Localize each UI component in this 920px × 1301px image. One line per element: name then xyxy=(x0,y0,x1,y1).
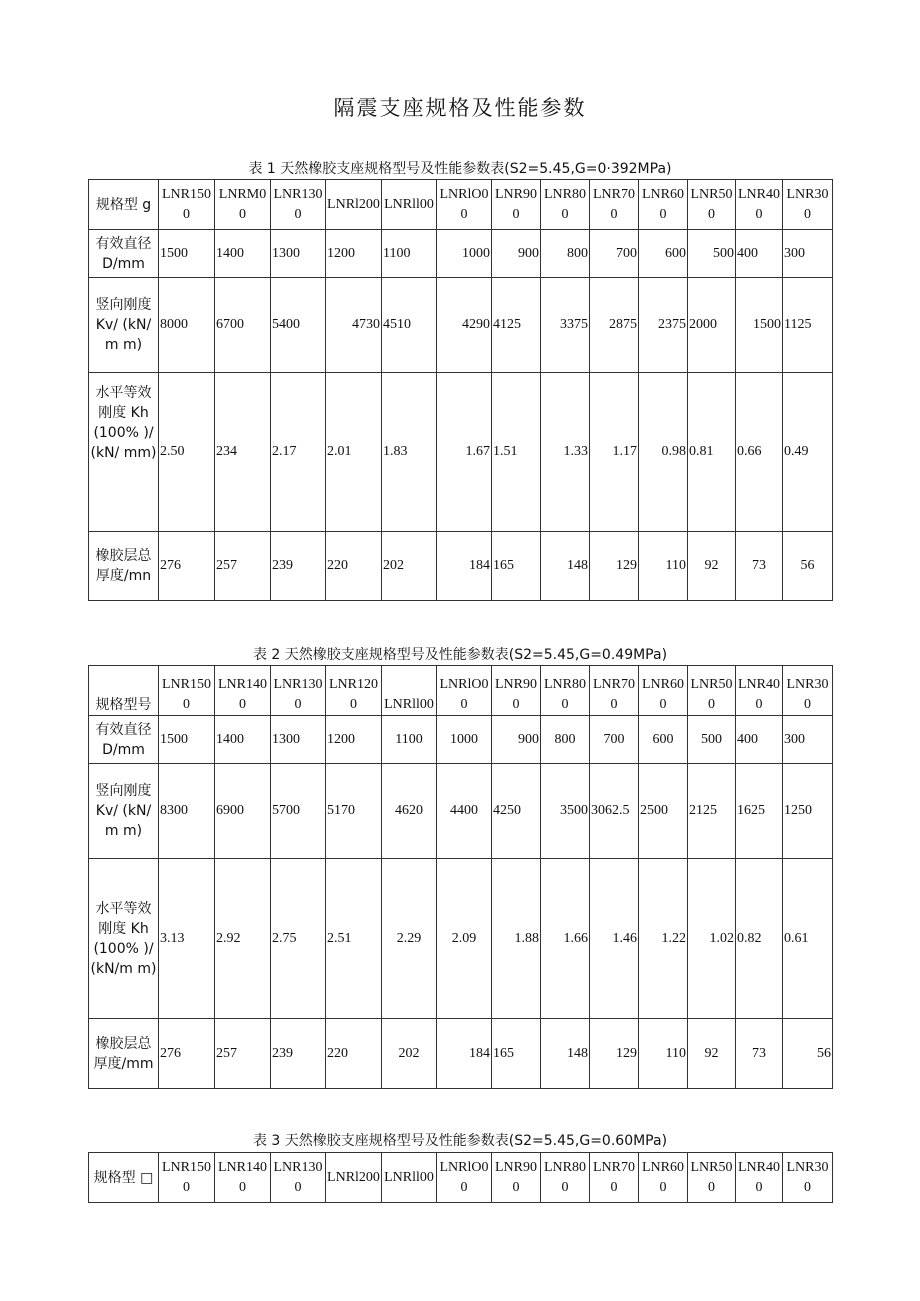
table-cell: 110 xyxy=(639,532,688,601)
table1-header-row xyxy=(89,180,833,230)
table-cell: 0.98 xyxy=(639,373,688,532)
table-cell: 56 xyxy=(783,1019,833,1089)
table3 xyxy=(88,1152,833,1203)
table-cell: 184 xyxy=(437,532,492,601)
table-cell: 92 xyxy=(688,1019,736,1089)
table-cell: 148 xyxy=(541,532,590,601)
table3-model: LNR800 xyxy=(541,1153,590,1203)
table-cell: 1.33 xyxy=(541,373,590,532)
table-cell: 165 xyxy=(492,532,541,601)
table3-model: LNR1300 xyxy=(271,1153,326,1203)
table2-model: LNR800 xyxy=(541,666,590,716)
table-cell: 0.66 xyxy=(736,373,783,532)
table2-model: LNR600 xyxy=(639,666,688,716)
row-label: 水平等效 刚度 Kh (100% )/(kN/ mm) xyxy=(89,373,159,532)
table-cell: 257 xyxy=(215,532,271,601)
table1-model: LNRlO00 xyxy=(437,180,492,230)
table-cell: 239 xyxy=(271,532,326,601)
table2 xyxy=(88,665,833,1089)
table2-header-row xyxy=(89,666,833,716)
table-cell: 257 xyxy=(215,1019,271,1089)
table-cell: 500 xyxy=(688,230,736,278)
table1-row-diameter xyxy=(89,230,833,278)
table-cell: 202 xyxy=(382,532,437,601)
table2-header-label: 规格型号 xyxy=(89,666,159,716)
table-cell: 2125 xyxy=(688,764,736,859)
table-cell: 900 xyxy=(492,230,541,278)
table-cell: 129 xyxy=(590,1019,639,1089)
table-cell: 1000 xyxy=(437,716,492,764)
table-cell: 4290 xyxy=(437,278,492,373)
table-cell: 234 xyxy=(215,373,271,532)
table3-model: LNR700 xyxy=(590,1153,639,1203)
table-cell: 165 xyxy=(492,1019,541,1089)
table2-model: LNRlO00 xyxy=(437,666,492,716)
table-cell: 239 xyxy=(271,1019,326,1089)
table3-header-row xyxy=(89,1153,833,1203)
table-cell: 1100 xyxy=(382,716,437,764)
table-cell: 300 xyxy=(783,716,833,764)
table-cell: 276 xyxy=(159,1019,215,1089)
table-cell: 2.92 xyxy=(215,859,271,1019)
table-cell: 73 xyxy=(736,1019,783,1089)
table2-row-vertical-stiffness xyxy=(89,764,833,859)
table3-model: LNRl200 xyxy=(326,1153,382,1203)
table-cell: 1500 xyxy=(159,716,215,764)
table2-model: LNRll00 xyxy=(382,666,437,716)
table-cell: 700 xyxy=(590,230,639,278)
table-cell: 2.50 xyxy=(159,373,215,532)
row-label: 竖向刚度 Kv/ (kN/m m) xyxy=(89,278,159,373)
table-cell: 1.46 xyxy=(590,859,639,1019)
table-cell: 5700 xyxy=(271,764,326,859)
row-label: 有效直径 D/mm xyxy=(89,716,159,764)
table2-row-diameter xyxy=(89,716,833,764)
table-cell: 184 xyxy=(437,1019,492,1089)
table-cell: 1625 xyxy=(736,764,783,859)
table-cell: 56 xyxy=(783,532,833,601)
table-cell: 6700 xyxy=(215,278,271,373)
table-cell: 220 xyxy=(326,532,382,601)
table1-model: LNRll00 xyxy=(382,180,437,230)
table-cell: 1300 xyxy=(271,230,326,278)
table1-model: LNR500 xyxy=(688,180,736,230)
table2-model: LNR1500 xyxy=(159,666,215,716)
table-cell: 1500 xyxy=(736,278,783,373)
table-cell: 3500 xyxy=(541,764,590,859)
table3-model: LNR400 xyxy=(736,1153,783,1203)
table-cell: 2.29 xyxy=(382,859,437,1019)
table-cell: 4125 xyxy=(492,278,541,373)
document-title: 隔震支座规格及性能参数 xyxy=(333,96,587,120)
table-cell: 0.61 xyxy=(783,859,833,1019)
table3-header-label: 规格型 □ xyxy=(89,1153,159,1203)
table2-model: LNR1300 xyxy=(271,666,326,716)
table1-model: LNR900 xyxy=(492,180,541,230)
table-cell: 1125 xyxy=(783,278,833,373)
table-cell: 276 xyxy=(159,532,215,601)
table-cell: 2.17 xyxy=(271,373,326,532)
table-cell: 1000 xyxy=(437,230,492,278)
table-cell: 0.82 xyxy=(736,859,783,1019)
table-cell: 6900 xyxy=(215,764,271,859)
table-cell: 2000 xyxy=(688,278,736,373)
table-cell: 2375 xyxy=(639,278,688,373)
table2-model: LNR900 xyxy=(492,666,541,716)
table1-model: LNR1500 xyxy=(159,180,215,230)
table2-model: LNR300 xyxy=(783,666,833,716)
table3-model: LNR1400 xyxy=(215,1153,271,1203)
table1-model: LNRM00 xyxy=(215,180,271,230)
table-cell: 5170 xyxy=(326,764,382,859)
table-cell: 1500 xyxy=(159,230,215,278)
table-cell: 73 xyxy=(736,532,783,601)
table-cell: 800 xyxy=(541,716,590,764)
table1-model: LNRl200 xyxy=(326,180,382,230)
table2-model: LNR500 xyxy=(688,666,736,716)
table1-model: LNR800 xyxy=(541,180,590,230)
table-cell: 1.22 xyxy=(639,859,688,1019)
table-cell: 148 xyxy=(541,1019,590,1089)
table-cell: 2.09 xyxy=(437,859,492,1019)
table-cell: 8300 xyxy=(159,764,215,859)
table2-model: LNR400 xyxy=(736,666,783,716)
table1-model: LNR1300 xyxy=(271,180,326,230)
table-cell: 1100 xyxy=(382,230,437,278)
table3-model: LNRlO00 xyxy=(437,1153,492,1203)
table1-model: LNR400 xyxy=(736,180,783,230)
table-cell: 600 xyxy=(639,230,688,278)
table-cell: 1.83 xyxy=(382,373,437,532)
table-cell: 3.13 xyxy=(159,859,215,1019)
table-cell: 1400 xyxy=(215,716,271,764)
table1-row-rubber-thickness xyxy=(89,532,833,601)
table-cell: 1.88 xyxy=(492,859,541,1019)
table2-row-horizontal-stiffness xyxy=(89,859,833,1019)
table-cell: 4510 xyxy=(382,278,437,373)
table-cell: 1200 xyxy=(326,716,382,764)
table-cell: 700 xyxy=(590,716,639,764)
table-cell: 2500 xyxy=(639,764,688,859)
table-cell: 1.51 xyxy=(492,373,541,532)
table-cell: 5400 xyxy=(271,278,326,373)
table1-model: LNR300 xyxy=(783,180,833,230)
table-cell: 400 xyxy=(736,230,783,278)
table-cell: 8000 xyxy=(159,278,215,373)
table-cell: 0.81 xyxy=(688,373,736,532)
table-cell: 1400 xyxy=(215,230,271,278)
table-cell: 3375 xyxy=(541,278,590,373)
table-cell: 4400 xyxy=(437,764,492,859)
table-cell: 4730 xyxy=(326,278,382,373)
table-cell: 1.67 xyxy=(437,373,492,532)
table-cell: 1250 xyxy=(783,764,833,859)
table3-model: LNR900 xyxy=(492,1153,541,1203)
table1-header-label: 规格型 g xyxy=(89,180,159,230)
row-label: 有效直径 D/mm xyxy=(89,230,159,278)
table-cell: 1.66 xyxy=(541,859,590,1019)
table-cell: 400 xyxy=(736,716,783,764)
table-cell: 2.75 xyxy=(271,859,326,1019)
table3-model: LNR600 xyxy=(639,1153,688,1203)
table-cell: 0.49 xyxy=(783,373,833,532)
row-label: 橡胶层总 厚度/mn xyxy=(89,532,159,601)
table1-caption: 表 1 天然橡胶支座规格型号及性能参数表(S2=5.45,G=0·392MPa) xyxy=(248,161,672,177)
row-label: 水平等效 刚度 Kh (100% )/ (kN/m m) xyxy=(89,859,159,1019)
table-cell: 4620 xyxy=(382,764,437,859)
table-cell: 4250 xyxy=(492,764,541,859)
table-cell: 110 xyxy=(639,1019,688,1089)
table1-model: LNR600 xyxy=(639,180,688,230)
table-cell: 92 xyxy=(688,532,736,601)
table3-model: LNRll00 xyxy=(382,1153,437,1203)
table3-model: LNR500 xyxy=(688,1153,736,1203)
table-cell: 202 xyxy=(382,1019,437,1089)
table3-model: LNR1500 xyxy=(159,1153,215,1203)
table3-caption: 表 3 天然橡胶支座规格型号及性能参数表(S2=5.45,G=0.60MPa) xyxy=(252,1133,668,1149)
table2-model: LNR1200 xyxy=(326,666,382,716)
table-cell: 2.51 xyxy=(326,859,382,1019)
row-label: 竖向刚度 Kv/ (kN/m m) xyxy=(89,764,159,859)
table-cell: 1300 xyxy=(271,716,326,764)
table-cell: 2875 xyxy=(590,278,639,373)
table-cell: 500 xyxy=(688,716,736,764)
table-cell: 1.17 xyxy=(590,373,639,532)
table-cell: 800 xyxy=(541,230,590,278)
table1-model: LNR700 xyxy=(590,180,639,230)
table-cell: 900 xyxy=(492,716,541,764)
table1-row-vertical-stiffness xyxy=(89,278,833,373)
table-cell: 129 xyxy=(590,532,639,601)
table-cell: 1.02 xyxy=(688,859,736,1019)
table-cell: 600 xyxy=(639,716,688,764)
table1 xyxy=(88,179,833,601)
table-cell: 220 xyxy=(326,1019,382,1089)
table2-model: LNR700 xyxy=(590,666,639,716)
table-cell: 1200 xyxy=(326,230,382,278)
table2-row-rubber-thickness xyxy=(89,1019,833,1089)
table1-row-horizontal-stiffness xyxy=(89,373,833,532)
table3-model: LNR300 xyxy=(783,1153,833,1203)
table-cell: 300 xyxy=(783,230,833,278)
table2-caption: 表 2 天然橡胶支座规格型号及性能参数表(S2=5.45,G=0.49MPa) xyxy=(252,647,668,663)
table-cell: 2.01 xyxy=(326,373,382,532)
table-cell: 3062.5 xyxy=(590,764,639,859)
table2-model: LNR1400 xyxy=(215,666,271,716)
row-label: 橡胶层总 厚度/mm xyxy=(89,1019,159,1089)
